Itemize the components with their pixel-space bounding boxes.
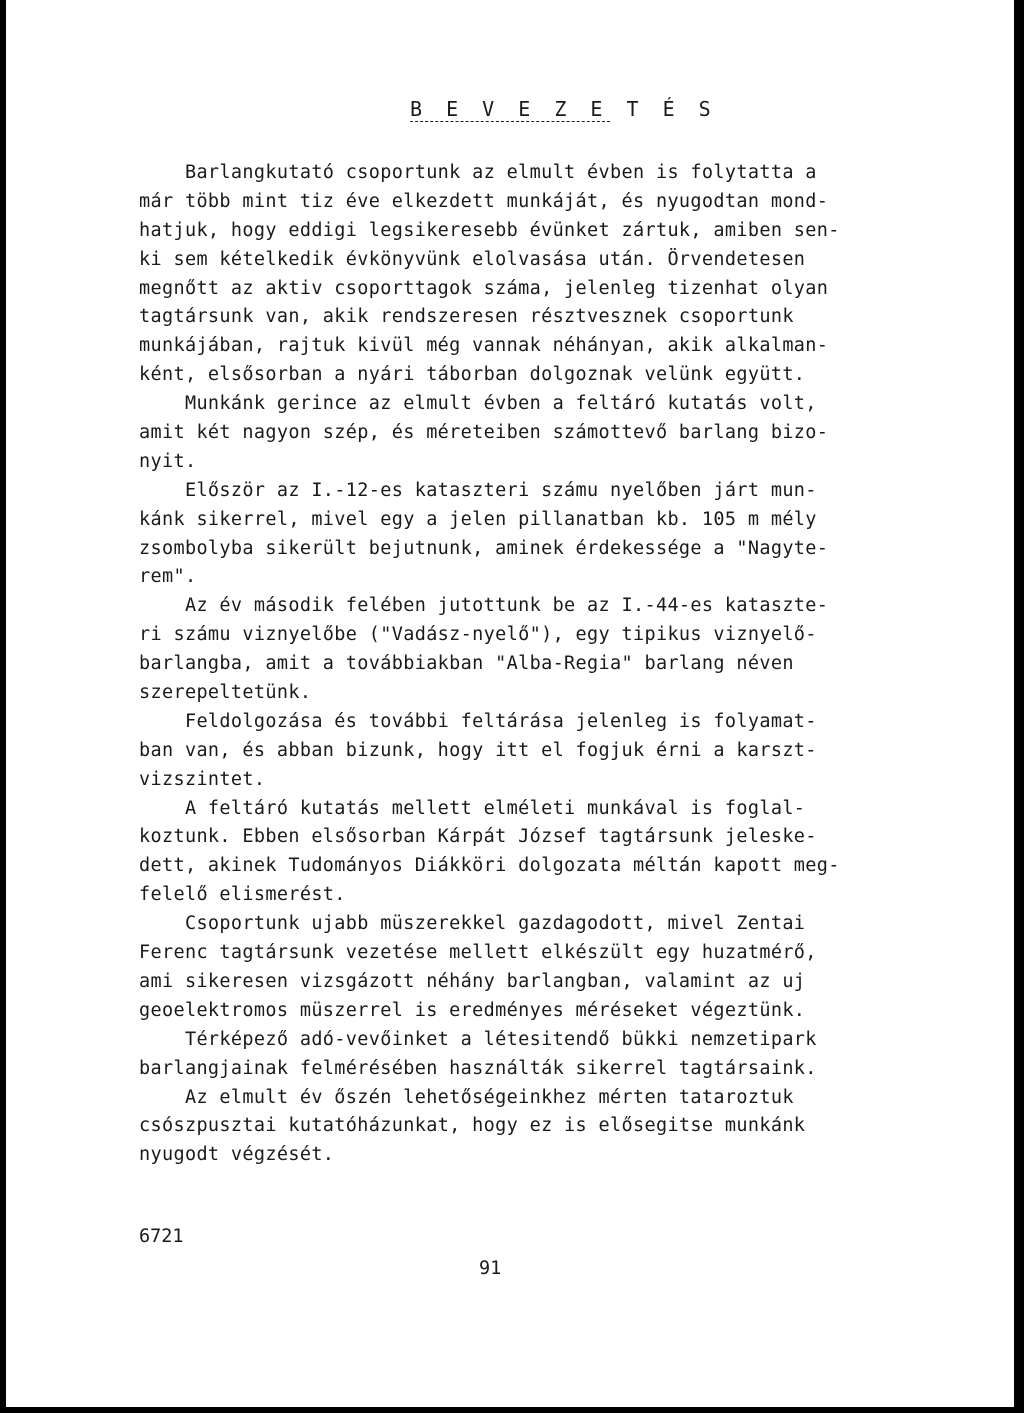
scan-edge-bottom	[0, 1407, 1024, 1413]
text-line: geoelektromos müszerrel is eredményes méréseket végeztünk.	[139, 999, 806, 1021]
text-line: ban van, és abban bizunk, hogy itt el fogjuk érni a karszt-	[139, 739, 817, 761]
scan-edge-left	[0, 0, 6, 1413]
text-line: zsombolyba sikerült bejutnunk, aminek érdekessége a "Nagyte-	[139, 537, 829, 559]
text-line: felelő elismerést.	[139, 884, 346, 906]
text-line: Barlangkutató csoportunk az elmult évben is folytatta a	[139, 162, 817, 183]
text-line: kánk sikerrel, mivel egy a jelen pillanatban kb. 105 m mély	[139, 508, 817, 530]
text-line: vizszintet.	[139, 768, 266, 790]
body-text	[139, 159, 899, 1170]
text-line: barlangba, amit a továbbiakban "Alba-Regia" barlang néven	[139, 653, 794, 675]
footer-code: 6721	[139, 1226, 184, 1247]
text-line: A feltáró kutatás mellett elméleti munkával is foglal-	[139, 797, 806, 819]
scan-edge-right	[1014, 0, 1024, 1413]
text-line: barlangjainak felmérésében használták sikerrel tagtársaink.	[139, 1057, 817, 1079]
text-line: nyit.	[139, 450, 197, 472]
text-line: rem".	[139, 566, 197, 588]
text-line: Az év második felében jutottunk be az I.-44-es kataszte-	[139, 595, 829, 617]
text-line: ri számu viznyelőbe ("Vadász-nyelő"), egy tipikus viznyelő-	[139, 624, 817, 646]
text-line: megnőtt az aktiv csoporttagok száma, jelenleg tizenhat olyan	[139, 277, 829, 299]
text-line: munkájában, rajtuk kivül még vannak néhányan, akik alkalman-	[139, 335, 829, 357]
text-line: Csoportunk ujabb müszerekkel gazdagodott, mivel Zentai	[139, 913, 806, 935]
text-line: már több mint tiz éve elkezdett munkáját, és nyugodtan mond-	[139, 190, 829, 212]
text-line: nyugodt végzését.	[139, 1144, 335, 1166]
text-line: dett, akinek Tudományos Diákköri dolgozata méltán kapott meg-	[139, 855, 840, 877]
text-line: ki sem kételkedik évkönyvünk elolvasása után. Örvendetesen	[139, 248, 806, 270]
text-line: Munkánk gerince az elmult évben a feltáró kutatás volt,	[139, 393, 817, 415]
text-line: csószpusztai kutatóházunkat, hogy ez is elősegitse munkánk	[139, 1115, 806, 1137]
text-line: Térképező adó-vevőinket a létesitendő bükki nemzetipark	[139, 1028, 817, 1050]
page-title: B E V E Z E T É S	[410, 97, 717, 121]
title-underline	[410, 121, 610, 122]
text-line: amit két nagyon szép, és méreteiben számottevő barlang bizo-	[139, 422, 829, 444]
text-line: tagtársunk van, akik rendszeresen résztvesznek csoportunk	[139, 306, 794, 328]
page-number: 91	[479, 1258, 502, 1279]
text-line: Feldolgozása és további feltárása jelenleg is folyamat-	[139, 710, 817, 732]
text-line: hatjuk, hogy eddigi legsikeresebb évünket zártuk, amiben sen-	[139, 219, 840, 241]
text-line: szerepeltetünk.	[139, 682, 312, 704]
text-line: Az elmult év őszén lehetőségeinkhez mérten tataroztuk	[139, 1086, 794, 1108]
text-line: koztunk. Ebben elsősorban Kárpát József tagtársunk jeleske-	[139, 826, 817, 848]
text-line: ként, elsősorban a nyári táborban dolgoznak velünk együtt.	[139, 364, 806, 386]
text-line: Ferenc tagtársunk vezetése mellett elkészült egy huzatmérő,	[139, 942, 817, 964]
text-line: ami sikeresen vizsgázott néhány barlangban, valamint az uj	[139, 970, 806, 992]
text-line: Először az I.-12-es kataszteri számu nyelőben járt mun-	[139, 479, 817, 501]
